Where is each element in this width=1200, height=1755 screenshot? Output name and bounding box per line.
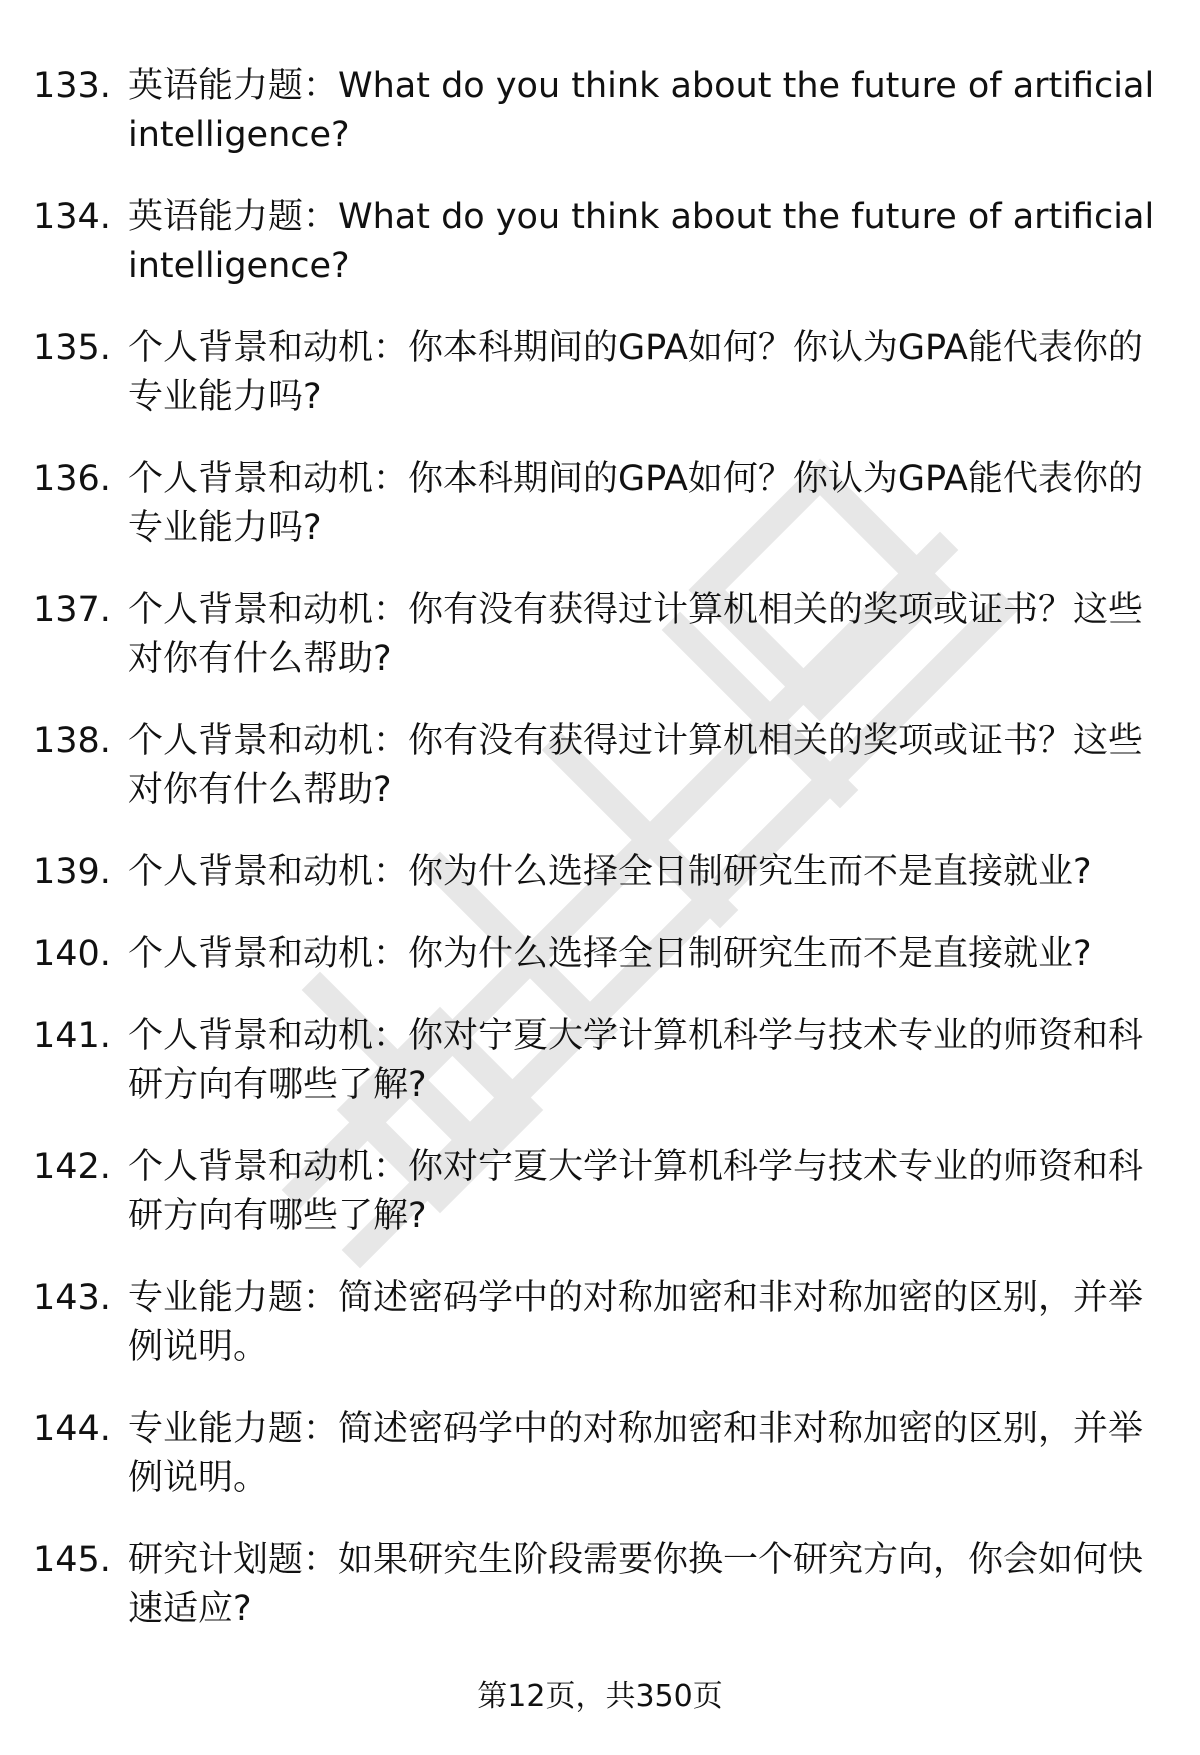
list-item bbox=[0, 586, 1200, 684]
list-item bbox=[0, 1012, 1200, 1110]
list-item bbox=[0, 1143, 1200, 1241]
list-item bbox=[0, 455, 1200, 553]
question-text: 个人背景和动机：你有没有获得过计算机相关的奖项或证书？这些对你有什么帮助? bbox=[128, 721, 1144, 810]
list-item bbox=[0, 930, 1200, 979]
question-number: 134. bbox=[33, 197, 111, 237]
question-number: 142. bbox=[33, 1147, 111, 1187]
question-number: 144. bbox=[33, 1409, 111, 1449]
question-number: 133. bbox=[33, 66, 111, 106]
question-number: 138. bbox=[33, 721, 111, 761]
list-item bbox=[0, 1405, 1200, 1503]
list-item bbox=[0, 1536, 1200, 1634]
question-number: 140. bbox=[33, 934, 111, 974]
question-text: 个人背景和动机：你对宁夏大学计算机科学与技术专业的师资和科研方向有哪些了解? bbox=[128, 1147, 1144, 1236]
question-text: 个人背景和动机：你本科期间的GPA如何？你认为GPA能代表你的专业能力吗? bbox=[128, 328, 1143, 417]
question-number: 145. bbox=[33, 1540, 111, 1580]
question-number: 136. bbox=[33, 459, 111, 499]
question-number: 141. bbox=[33, 1016, 111, 1056]
list-item bbox=[0, 193, 1200, 291]
question-number: 135. bbox=[33, 328, 111, 368]
list-item bbox=[0, 62, 1200, 160]
question-text: 专业能力题：简述密码学中的对称加密和非对称加密的区别，并举例说明。 bbox=[128, 1409, 1144, 1498]
question-list bbox=[0, 62, 1200, 1667]
question-text: 英语能力题：What do you think about the future of artificial intelligence? bbox=[128, 66, 1155, 155]
list-item bbox=[0, 1274, 1200, 1372]
list-item bbox=[0, 848, 1200, 897]
question-text: 个人背景和动机：你为什么选择全日制研究生而不是直接就业? bbox=[128, 934, 1092, 974]
question-number: 139. bbox=[33, 852, 111, 892]
question-text: 个人背景和动机：你对宁夏大学计算机科学与技术专业的师资和科研方向有哪些了解? bbox=[128, 1016, 1144, 1105]
question-text: 专业能力题：简述密码学中的对称加密和非对称加密的区别，并举例说明。 bbox=[128, 1278, 1144, 1367]
list-item bbox=[0, 717, 1200, 815]
question-text: 个人背景和动机：你为什么选择全日制研究生而不是直接就业? bbox=[128, 852, 1092, 892]
page-footer: 第12页，共350页 bbox=[477, 1679, 723, 1714]
question-text: 英语能力题：What do you think about the future of artificial intelligence? bbox=[128, 197, 1155, 286]
question-text: 研究计划题：如果研究生阶段需要你换一个研究方向，你会如何快速适应? bbox=[128, 1540, 1144, 1629]
question-text: 个人背景和动机：你本科期间的GPA如何？你认为GPA能代表你的专业能力吗? bbox=[128, 459, 1143, 548]
list-item bbox=[0, 324, 1200, 422]
question-number: 143. bbox=[33, 1278, 111, 1318]
question-number: 137. bbox=[33, 590, 111, 630]
question-text: 个人背景和动机：你有没有获得过计算机相关的奖项或证书？这些对你有什么帮助? bbox=[128, 590, 1144, 679]
